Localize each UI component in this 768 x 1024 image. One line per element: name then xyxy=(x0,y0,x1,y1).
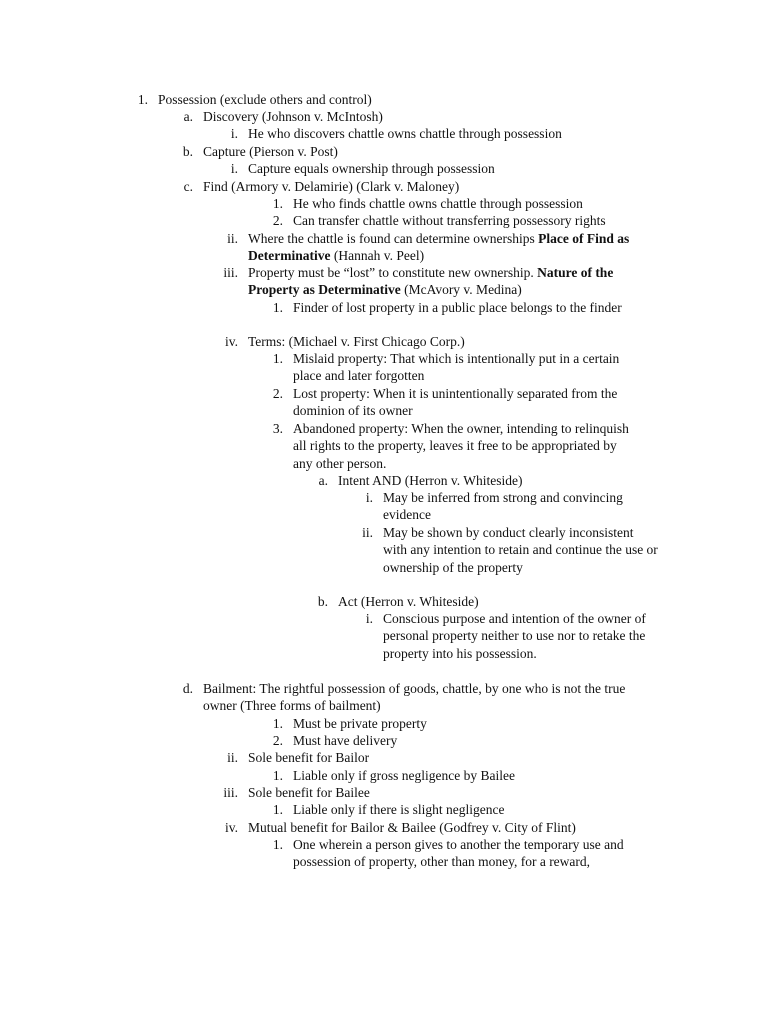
list-marker: 1. xyxy=(272,300,283,315)
list-item: Sole benefit for Bailee xyxy=(248,785,370,800)
list-marker: a. xyxy=(183,109,193,124)
list-item: Mutual benefit for Bailor & Bailee (Godfrey v. City of Flint) xyxy=(248,820,576,835)
bold-heading: Place of Find as Determinative xyxy=(248,231,630,264)
list-marker: 2. xyxy=(272,733,283,748)
list-marker: i. xyxy=(230,126,238,141)
list-marker: iv. xyxy=(225,334,238,349)
list-item: Property must be “lost” to constitute new ownership. Nature of the Property as Determinative (McAvory v. Medina) xyxy=(248,265,614,298)
list-marker: i. xyxy=(365,611,373,626)
list-item: Can transfer chattle without transferring possessory rights xyxy=(293,213,606,228)
list-marker: 2. xyxy=(272,213,283,228)
list-marker: c. xyxy=(183,179,193,194)
list-item: Sole benefit for Bailor xyxy=(248,750,370,765)
list-marker: 1. xyxy=(272,837,283,852)
list-marker: 2. xyxy=(272,386,283,401)
list-item: He who finds chattle owns chattle through possession xyxy=(293,196,583,211)
list-item: Bailment: The rightful possession of goods, chattle, by one who is not the true owner (Three forms of bailment) xyxy=(203,681,626,714)
list-marker: 3. xyxy=(272,421,283,436)
list-item: Must be private property xyxy=(293,716,427,731)
list-marker: b. xyxy=(317,594,328,609)
list-item: May be inferred from strong and convincing evidence xyxy=(383,490,623,523)
list-marker: iv. xyxy=(225,820,238,835)
list-item: Conscious purpose and intention of the owner of personal property neither to use nor to retake the property into his possession. xyxy=(383,611,646,661)
list-item: Act (Herron v. Whiteside) xyxy=(338,594,479,609)
list-marker: a. xyxy=(318,473,328,488)
list-item: Lost property: When it is unintentionally separated from the dominion of its owner xyxy=(293,386,618,419)
list-marker: b. xyxy=(182,144,193,159)
list-marker: i. xyxy=(230,161,238,176)
list-item: Possession (exclude others and control) xyxy=(158,92,372,107)
list-marker: i. xyxy=(365,490,373,505)
list-marker: iii. xyxy=(223,265,238,280)
list-marker: iii. xyxy=(223,785,238,800)
list-item: Intent AND (Herron v. Whiteside) xyxy=(338,473,523,488)
list-item: One wherein a person gives to another the temporary use and possession of property, other than money, for a reward, xyxy=(293,837,624,870)
list-item: Where the chattle is found can determine ownerships Place of Find as Determinative (Hannah v. Peel) xyxy=(248,231,630,264)
list-marker: 1. xyxy=(272,802,283,817)
list-item: Capture equals ownership through possession xyxy=(248,161,495,176)
bold-heading: Nature of the Property as Determinative xyxy=(248,265,614,298)
list-item: Finder of lost property in a public place belongs to the finder xyxy=(293,300,622,315)
list-item: May be shown by conduct clearly inconsistent with any intention to retain and continue the use or ownership of the property xyxy=(383,525,658,575)
list-item: He who discovers chattle owns chattle through possession xyxy=(248,126,562,141)
list-marker: 1. xyxy=(137,92,148,107)
list-item: Must have delivery xyxy=(293,733,398,748)
list-item: Capture (Pierson v. Post) xyxy=(203,144,338,159)
list-item: Liable only if there is slight negligence xyxy=(293,802,505,817)
list-item: Find (Armory v. Delamirie) (Clark v. Maloney) xyxy=(203,179,460,194)
list-marker: ii. xyxy=(227,750,238,765)
list-item: Liable only if gross negligence by Bailee xyxy=(293,768,515,783)
list-marker: ii. xyxy=(362,525,373,540)
list-item: Abandoned property: When the owner, intending to relinquish all rights to the property, leaves it free to be appropriated by any other person. xyxy=(293,421,629,471)
list-marker: 1. xyxy=(272,351,283,366)
list-marker: d. xyxy=(182,681,193,696)
list-marker: ii. xyxy=(227,231,238,246)
list-item: Discovery (Johnson v. McIntosh) xyxy=(203,109,383,124)
list-item: Mislaid property: That which is intentionally put in a certain place and later forgotten xyxy=(293,351,620,384)
list-marker: 1. xyxy=(272,716,283,731)
list-item: Terms: (Michael v. First Chicago Corp.) xyxy=(248,334,465,349)
list-marker: 1. xyxy=(272,196,283,211)
list-marker: 1. xyxy=(272,768,283,783)
